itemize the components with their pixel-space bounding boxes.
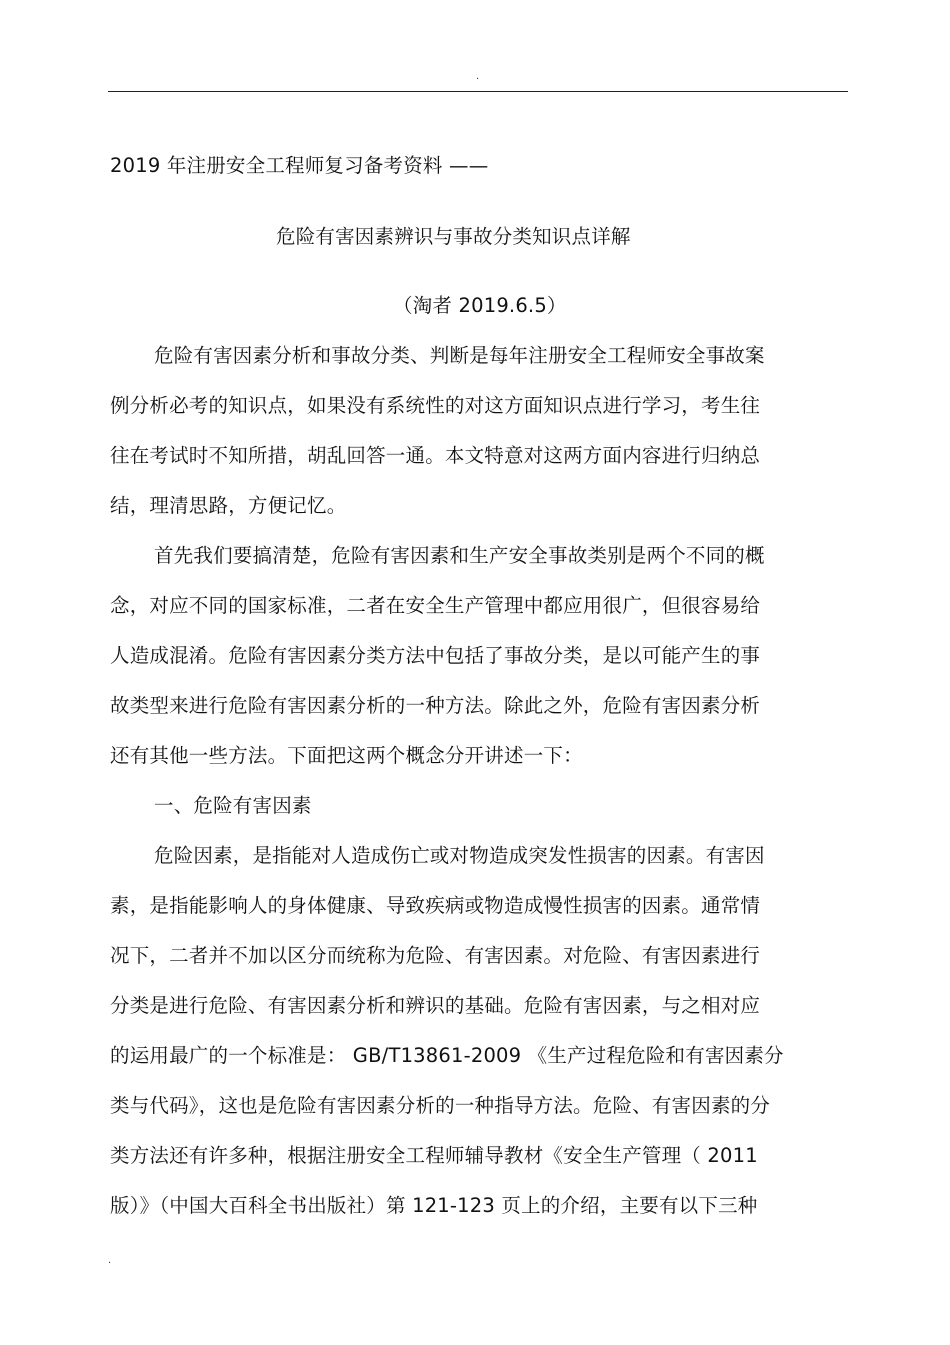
body-line: 故类型来进行危险有害因素分析的一种方法。除此之外，危险有害因素分析	[110, 694, 761, 717]
body-line: 素，是指能影响人的身体健康、导致疾病或物造成慢性损害的因素。通常情	[110, 894, 761, 917]
body-line: 首先我们要搞清楚，危险有害因素和生产安全事故类别是两个不同的概	[154, 544, 765, 567]
body-line: 类方法还有许多种，根据注册安全工程师辅导教材《安全生产管理（ 2011	[110, 1144, 758, 1167]
body-line: 分类是进行危险、有害因素分析和辨识的基础。危险有害因素，与之相对应	[110, 994, 761, 1017]
header-dot: .	[476, 71, 480, 82]
body-line: 还有其他一些方法。下面把这两个概念分开讲述一下：	[110, 744, 583, 767]
author-date-line: （淘者 2019.6.5）	[393, 294, 567, 317]
body-line: 危险有害因素分析和事故分类、判断是每年注册安全工程师安全事故案	[154, 344, 765, 367]
body-line: 危险因素，是指能对人造成伤亡或对物造成突发性损害的因素。有害因	[154, 844, 765, 867]
body-line: 例分析必考的知识点，如果没有系统性的对这方面知识点进行学习，考生往	[110, 394, 761, 417]
section-heading: 一、危险有害因素	[154, 794, 312, 817]
body-line: 的运用最广的一个标准是： GB/T13861-2009 《生产过程危险和有害因素分	[110, 1044, 784, 1067]
body-line: 版）》（中国大百科全书出版社）第 121-123 页上的介绍，主要有以下三种	[110, 1194, 758, 1217]
header-rule	[108, 91, 848, 92]
footer-dot: .	[108, 1255, 112, 1266]
document-title-line-1: 2019 年注册安全工程师复习备考资料 ——	[110, 154, 489, 177]
body-line: 况下，二者并不加以区分而统称为危险、有害因素。对危险、有害因素进行	[110, 944, 761, 967]
body-line: 结，理清思路，方便记忆。	[110, 494, 347, 517]
document-title-line-2: 危险有害因素辨识与事故分类知识点详解	[276, 225, 631, 248]
body-line: 类与代码》，这也是危险有害因素分析的一种指导方法。危险、有害因素的分	[110, 1094, 771, 1117]
body-line: 念，对应不同的国家标准，二者在安全生产管理中都应用很广，但很容易给	[110, 594, 761, 617]
body-line: 往在考试时不知所措，胡乱回答一通。本文特意对这两方面内容进行归纳总	[110, 444, 761, 467]
body-line: 人造成混淆。危险有害因素分类方法中包括了事故分类，是以可能产生的事	[110, 644, 761, 667]
